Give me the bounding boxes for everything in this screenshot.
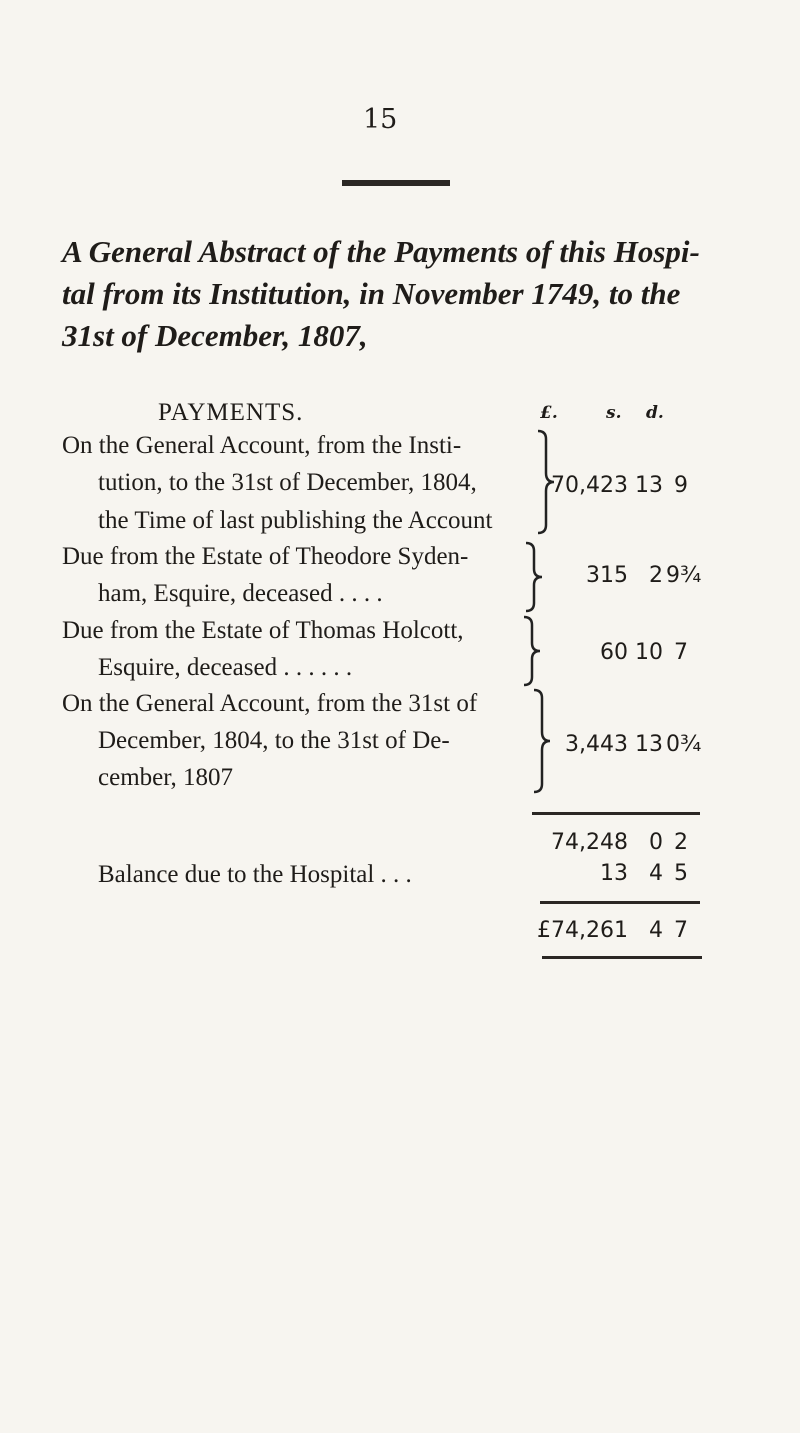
total-rule	[540, 901, 700, 904]
item-4-line-3: cember, 1807	[98, 764, 234, 791]
item-2-pence: 9¾	[666, 563, 702, 588]
title-line-2: tal from its Institution, in November 1749, to the	[62, 276, 681, 311]
item-1-line-3: the Time of last publishing the Account	[98, 507, 493, 534]
item-3-line-1: Due from the Estate of Thomas Holcott,	[62, 617, 464, 644]
shillings-column-heading: s.	[606, 403, 622, 423]
item-3-line-2: Esquire, deceased . . . . . .	[98, 654, 353, 681]
item-2-line-2: ham, Esquire, deceased . . . .	[98, 580, 383, 607]
item-3-shillings: 10	[635, 640, 663, 665]
title-line-3: 31st of December, 1807,	[62, 318, 368, 353]
subtotal-pence: 2	[674, 830, 688, 855]
item-2-line-1: Due from the Estate of Theodore Syden-	[62, 543, 469, 570]
title-line-1: A General Abstract of the Payments of this Hospi-	[62, 234, 700, 269]
bottom-rule	[542, 956, 702, 959]
item-1-line-2: tution, to the 31st of December, 1804,	[98, 469, 477, 496]
balance-shillings: 4	[649, 861, 663, 886]
subtotal-pounds: 74,248	[551, 830, 628, 855]
brace-item-2	[524, 539, 546, 615]
total-pence: 7	[674, 918, 688, 943]
item-3-pence: 7	[674, 640, 688, 665]
item-1-pence: 9	[674, 473, 688, 498]
item-4-line-2: December, 1804, to the 31st of De-	[98, 727, 450, 754]
item-2-pounds: 315	[586, 563, 628, 588]
pounds-column-heading: £.	[540, 403, 558, 423]
page-number: 15	[363, 104, 398, 135]
total-shillings: 4	[649, 918, 663, 943]
item-2-shillings: 2	[649, 563, 663, 588]
total-pounds: £74,261	[537, 918, 628, 943]
item-4-line-1: On the General Account, from the 31st of	[62, 690, 478, 717]
top-ornamental-rule	[342, 180, 450, 186]
balance-label: Balance due to the Hospital . . .	[98, 861, 412, 888]
balance-pounds: 13	[600, 861, 628, 886]
item-4-pence: 0¾	[666, 732, 702, 757]
item-3-pounds: 60	[600, 640, 628, 665]
item-1-pounds: 70,423	[551, 473, 628, 498]
pence-column-heading: d.	[646, 403, 664, 423]
brace-item-3	[522, 613, 544, 689]
subtotal-rule	[532, 812, 700, 815]
subtotal-shillings: 0	[649, 830, 663, 855]
balance-pence: 5	[674, 861, 688, 886]
item-4-shillings: 13	[635, 732, 663, 757]
payments-heading: PAYMENTS.	[158, 399, 304, 426]
item-1-shillings: 13	[635, 473, 663, 498]
item-1-line-1: On the General Account, from the Insti-	[62, 432, 462, 459]
item-4-pounds: 3,443	[565, 732, 628, 757]
